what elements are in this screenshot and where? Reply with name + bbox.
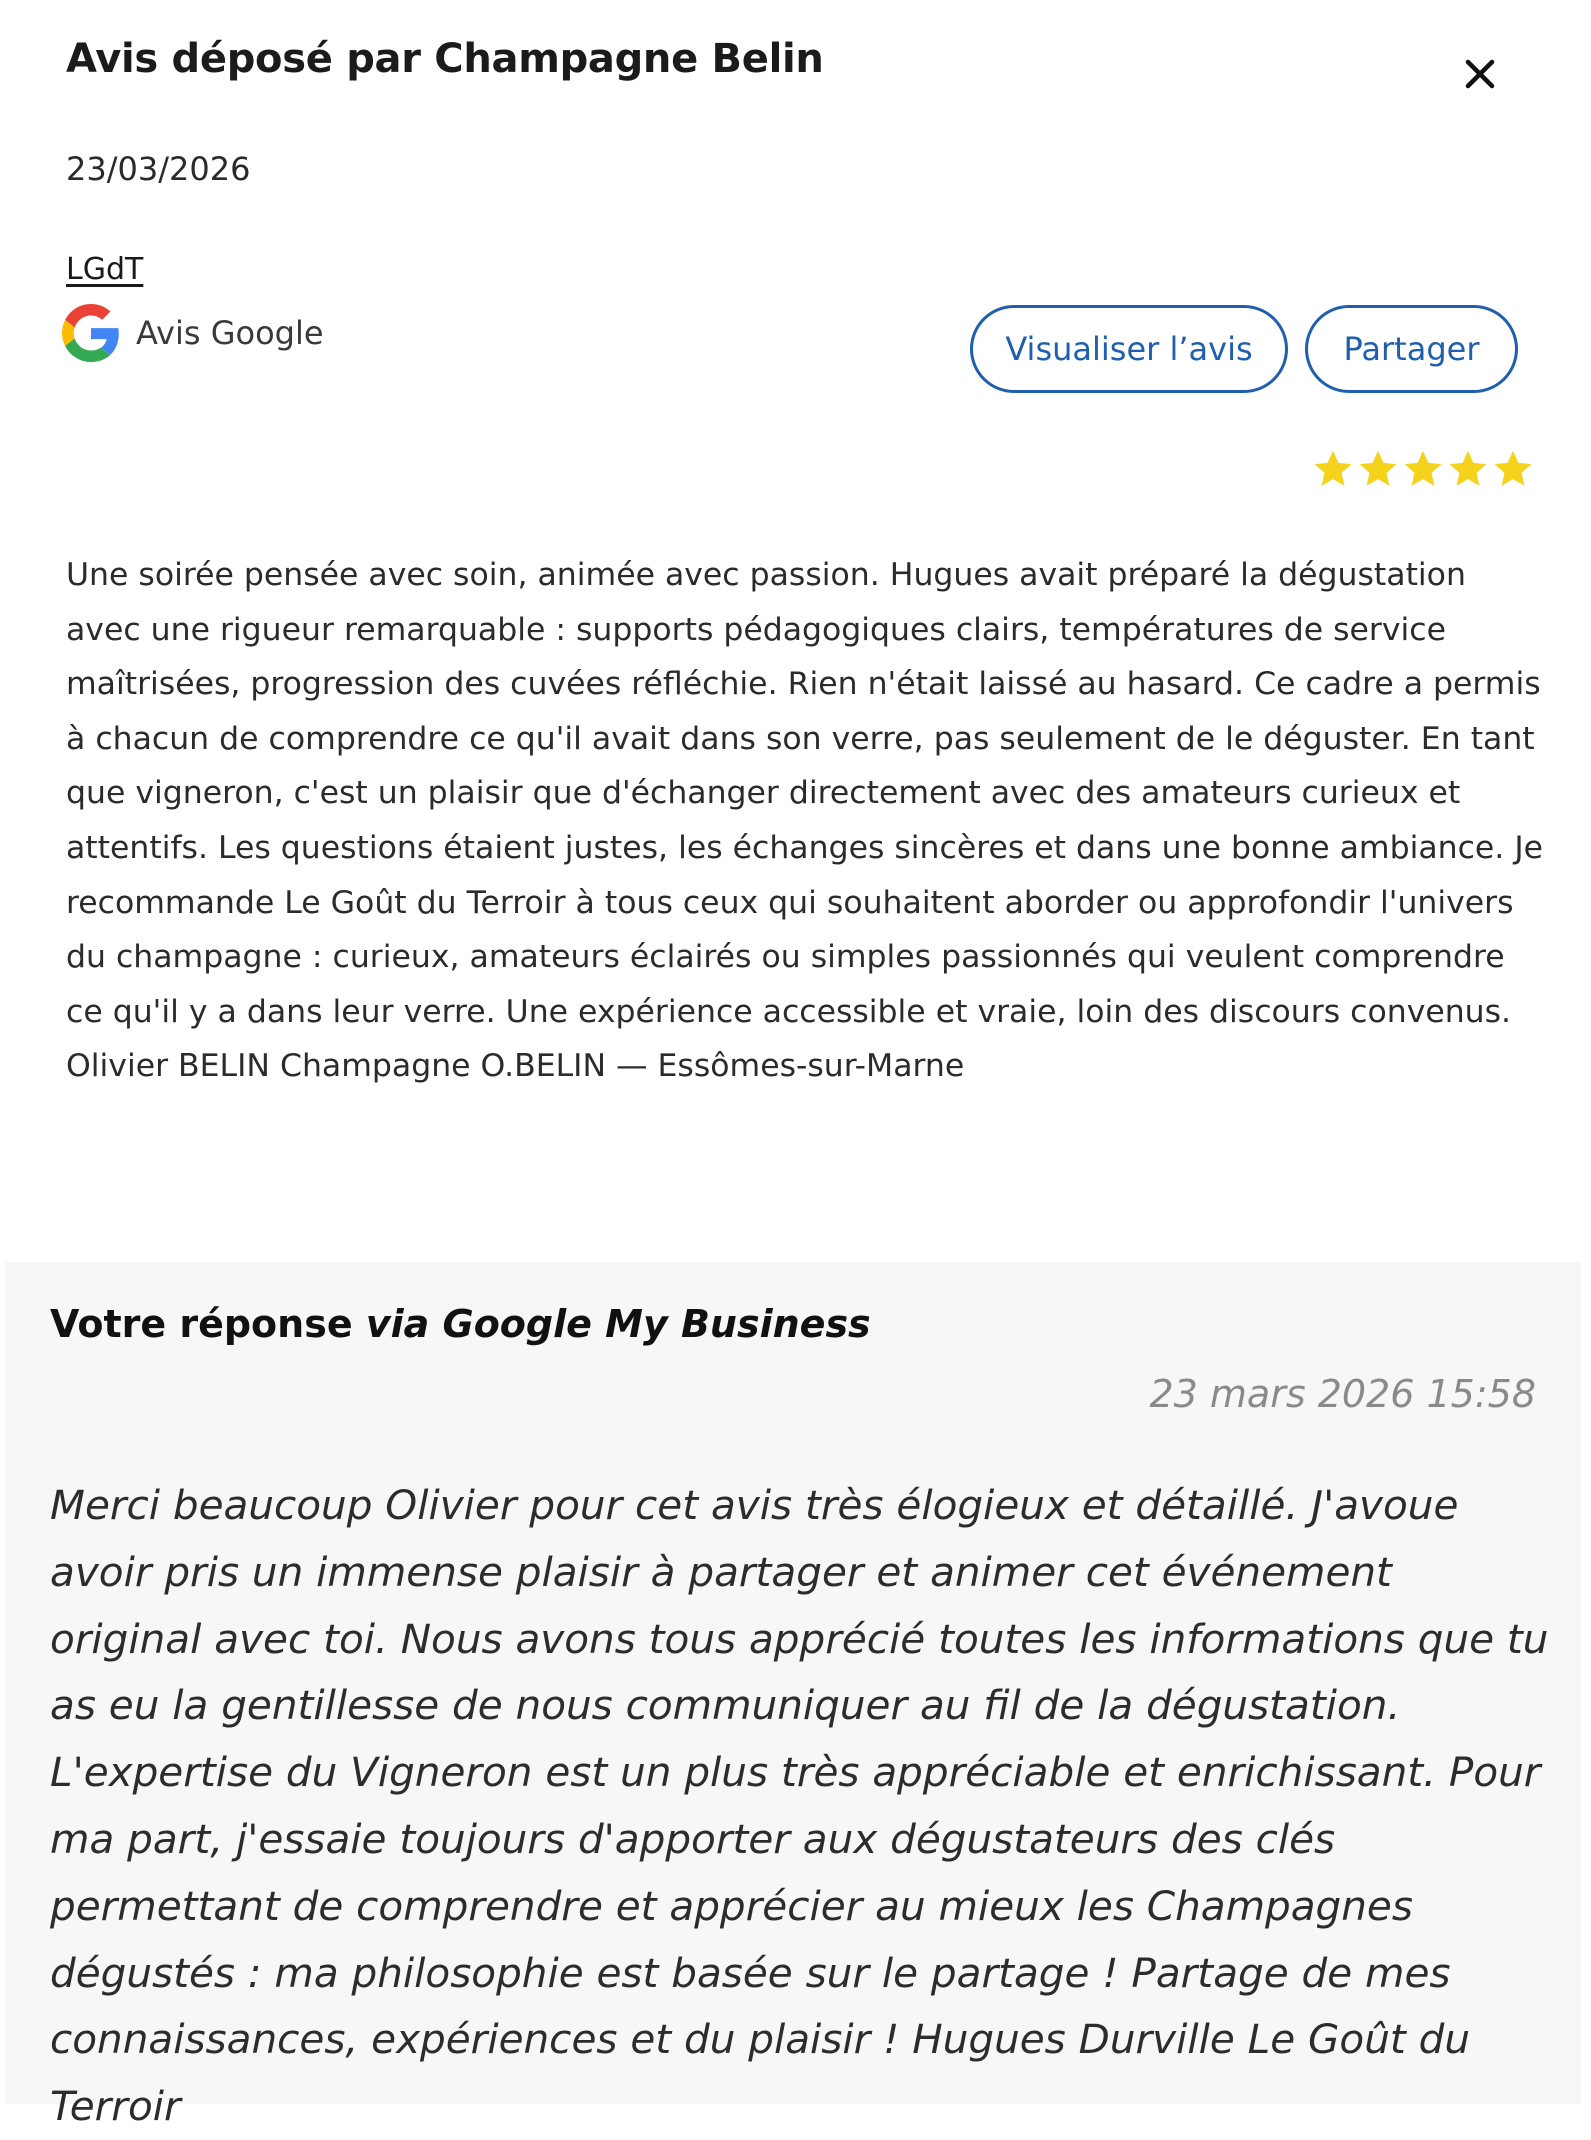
star-icon (1492, 448, 1534, 490)
response-panel (5, 1262, 1581, 2131)
review-source (62, 304, 324, 362)
response-heading (50, 1302, 871, 1346)
share-button[interactable]: Partager (1305, 305, 1518, 393)
star-icon (1357, 448, 1399, 490)
google-icon (62, 304, 120, 362)
source-label: Avis Google (136, 314, 324, 352)
response-heading-prefix: Votre réponse (50, 1302, 366, 1346)
review-text: Une soirée pensée avec soin, animée avec passion. Hugues avait préparé la dégustation avec une rigueur remarquable : supports pédagogiques clairs, températures de service maîtrisées, progression des cuvées réfléchie. Rien n'était laissé au hasard. Ce cadre a permis à chacun de comprendre ce qu'il avait dans son verre, pas seulement de le déguster. En tant que vigneron, c'est un plaisir que d'échanger directement avec des amateurs curieux et attentifs. Les questions étaient justes, les échanges sincères et dans une bonne ambiance. Je recommande Le Goût du Terroir à tous ceux qui souhaitent aborder ou approfondir l'univers du champagne : curieux, amateurs éclairés ou simples passionnés qui veulent comprendre ce qu'il y a dans leur verre. Une expérience accessible et vraie, loin des discours convenus. Olivier BELIN Champagne O.BELIN — Essômes-sur-Marne (66, 557, 1543, 1085)
response-text: Merci beaucoup Olivier pour cet avis très élogieux et détaillé. J'avoue avoir pris un immense plaisir à partager et animer cet événement original avec toi. Nous avons tous apprécié toutes les informations que tu as eu la gentillesse de nous communiquer au fil de la dégustation. L'expertise du Vigneron est un plus très appréciable et enrichissant. Pour ma part, j'essaie toujours d'apporter aux dégustateurs des clés permettant de comprendre et apprécier au mieux les Champagnes dégustés : ma philosophie est basée sur le partage ! Partage de mes connaissances, expériences et du plaisir ! Hugues Durville Le Goût du Terroir (50, 1481, 1549, 2131)
close-button[interactable] (1460, 54, 1500, 94)
reviewer-name-link[interactable]: LGdT (66, 252, 144, 287)
dialog-title: Avis déposé par Champagne Belin (66, 36, 824, 82)
response-heading-via: via Google My Business (365, 1302, 871, 1346)
star-icon (1402, 448, 1444, 490)
view-review-button[interactable]: Visualiser l’avis (970, 305, 1288, 393)
star-rating (1312, 448, 1534, 490)
close-icon (1460, 54, 1500, 94)
response-date: 23 mars 2026 15:58 (1149, 1372, 1536, 1416)
review-date: 23/03/2026 (66, 150, 251, 188)
star-icon (1447, 448, 1489, 490)
star-icon (1312, 448, 1354, 490)
